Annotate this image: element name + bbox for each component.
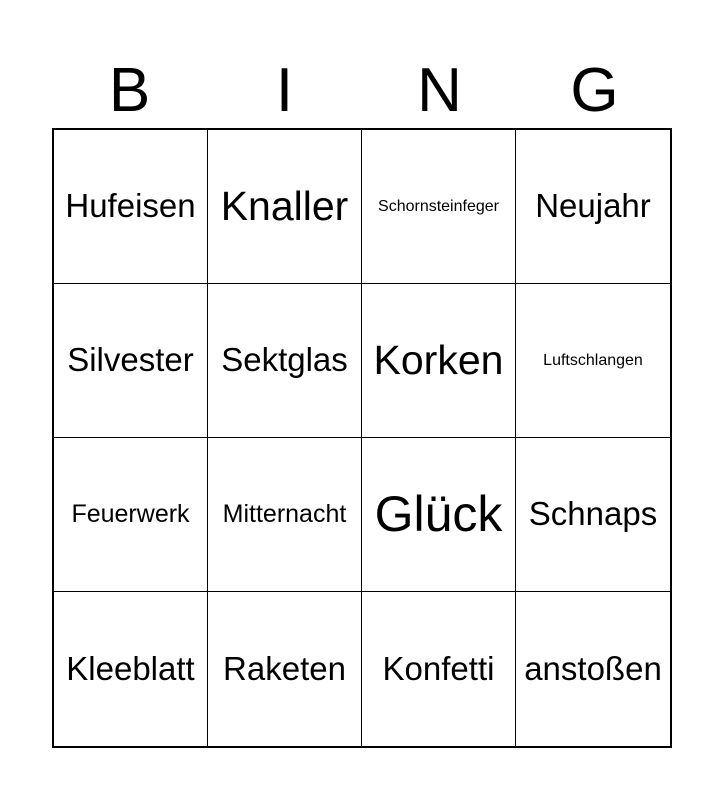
bingo-cell[interactable] (54, 130, 208, 284)
bingo-cell[interactable] (54, 592, 208, 746)
cell-label: Mitternacht (222, 499, 347, 528)
cell-label: Raketen (223, 649, 346, 687)
bingo-cell[interactable] (208, 438, 362, 592)
bingo-cell[interactable] (516, 592, 670, 746)
cell-label: Korken (373, 336, 504, 383)
bingo-cell[interactable] (54, 284, 208, 438)
cell-label: Schnaps (528, 495, 658, 533)
bingo-header (52, 52, 672, 128)
bingo-cell[interactable] (208, 130, 362, 284)
bingo-cell[interactable] (516, 130, 670, 284)
cell-label: Knaller (220, 182, 349, 229)
cell-label: Glück (374, 486, 503, 542)
header-letter-b: B (108, 56, 151, 125)
bingo-cell[interactable] (362, 438, 516, 592)
bingo-board (52, 128, 672, 748)
header-letter-g: G (570, 56, 619, 125)
bingo-cell[interactable] (54, 438, 208, 592)
cell-label: Silvester (67, 341, 194, 379)
cell-label: Luftschlangen (543, 351, 643, 369)
bingo-cell[interactable] (362, 284, 516, 438)
bingo-cell[interactable] (516, 284, 670, 438)
cell-label: Neujahr (535, 187, 651, 225)
bingo-cell[interactable] (208, 284, 362, 438)
bingo-cell[interactable] (516, 438, 670, 592)
cell-label: Konfetti (382, 649, 495, 687)
bingo-cell[interactable] (362, 592, 516, 746)
cell-label: Sektglas (221, 341, 348, 379)
bingo-cell[interactable] (208, 592, 362, 746)
cell-label: Schornsteinfeger (378, 197, 499, 215)
cell-label: anstoßen (524, 649, 662, 687)
header-letter-i: I (275, 56, 294, 125)
header-letter-n: N (417, 56, 462, 125)
bingo-cell[interactable] (362, 130, 516, 284)
cell-label: Feuerwerk (71, 499, 190, 528)
cell-label: Kleeblatt (66, 649, 195, 687)
cell-label: Hufeisen (65, 187, 196, 225)
